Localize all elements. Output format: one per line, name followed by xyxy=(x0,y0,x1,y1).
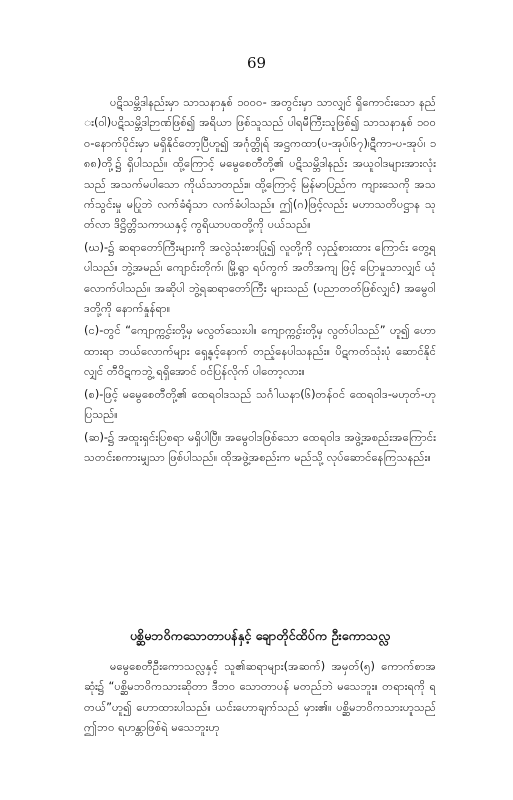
paragraph-gha-intro: ပဋိသမ္ဘိဒါနည်းမှာ သာသနာနှစ် ၁၀၀၀- အတွင်းမှာ သာလျှင် ရှိကောင်းသော နည်း(ဝါ)ပဋိသမ္ဘိဒါဉာဏ်ဖြစ်၍ အရိယာ ဖြစ်သူသည် ပါရမီကြီးသူဖြစ်၍ သာသနာနှစ် ၁၀၀၀-နောက်ပိုင်းမှာ မရှိနိုင်တော့ပြီဟူ၍ အင်္ဂုတ္တိုရ် အဋ္ဌကထာ(ပ-အုပ်၊၆၇)၊ဋီကာ-ပ-အုပ်၊ ၁၈၈)တို့၌ ရှိပါသည်။ ထို့ကြောင့် မမွေစေတီတို့၏ ပဋိသမ္ဘိဒါနည်း အယူဝါဒများအားလုံးသည် အသက်မပါသော ကိုယ်သာတည်း။ ထို့ကြောင့် မြန်မာပြည်က ကျားသေကို အသက်သွင်းမှု မပြုဘဲ လက်ခံရုံသာ လက်ခံပါသည်။ ဤ(ဂ)ဖြင့်လည်း မဟာသတိပဋ္ဌာန သုတ်လာ ဒိဋ္ဌိတ္တိသကာယနှင့် ကွရိယာပထတို့ကို ပယ်သည်။ xyxy=(84,95,436,232)
page-number: 69 xyxy=(246,54,267,72)
section-paragraph: မမွေစေတီဦးကောသလ္လနှင့် သူ၏ဆရာများ(အဆက်) အမှတ်(၅) ကောက်စာအဆုံး၌ “ပစ္ဆိမဘဝိကသားဆိုတာ ဒီဘဝ သောတာပန် မတည်ဘဲ မသေဘူး။ တရားရကို ရတယ်”ဟူ၍ ဟောထားပါသည်။ ယင်းဟောချက်သည် မှား၏။ ပစ္ဆိမဘဝိကသားဟူသည် ဤဘဝ ရဟန္တာဖြစ်ရဲ မသေဘူးဟု xyxy=(84,659,436,735)
paragraph-sa: (စ)-ဖြင့် မမွေစေတီတို့၏ ထေရဝါဒသည် သင်္ဂါယနာ(၆)တန်ဝင် ထေရဝါဒ-မဟုတ်-ဟု ပြသည်။ xyxy=(84,386,436,422)
section-text xyxy=(84,656,436,738)
paragraph-gha: (ဃ)-၌ ဆရာတော်ကြီးများကို အလွဲသုံးစားပြု၍ လူတို့ကို လှည့်စားထား ကြောင်း တွေ့ရပါသည်။ ဘွဲ့အမည်၊ ကျောင်းတိုက်၊ မြို့ရွာ ရပ်ကွက် အတိအကျ ဖြင့် ပြောမှုသာလျှင် ယုံလောက်ပါသည်။ အဆိုပါ ဘွဲ့ရဆရာတော်ကြီး များသည် (ပညာတတ်ဖြစ်လျှင်) အမွေဝါဒတို့ကို နောက်နှုန်ရာ။ xyxy=(84,239,436,316)
paragraph-hsa: (ဆ)-၌ အထူးရှင်းပြစရာ မရှိပါပြီ။ အမွေဝါဒဖြစ်သော ထေရဝါဒ အဖွဲ့အစည်းအကြောင်း သတင်းစကားမျှသာ ဖြစ်ပါသည်။ ထိုအဖွဲ့အစည်းက မည်သို့ လုပ်ဆောင်နေကြသနည်း။ xyxy=(84,429,436,464)
section-heading: ပစ္ဆိမဘဝိကသောတာပန်နှင့် ချောတိုင်ထိပ်က ဦးကောသလ္လ xyxy=(129,628,391,643)
body-text xyxy=(84,92,436,467)
paragraph-nga: (င)-တွင် “ကျောက္ကွင်းတို့မှ မလွတ်သေးပါ။ ကျောက္ကွင်းတို့မှ လွတ်ပါသည်” ဟူ၍ ဟောထားရာ ဘယ်လောက်များ ရှေ့နှင့်နောက် တည့်နေပါသနည်း။ ပိဋကတ်သုံးပုံ ဆောင်နိုင်လျှင် တီဝိဋကဘွဲ့ ရရှိအောင် ဝင်ပြန်လိုက် ပါတော့လား။ xyxy=(84,323,436,379)
